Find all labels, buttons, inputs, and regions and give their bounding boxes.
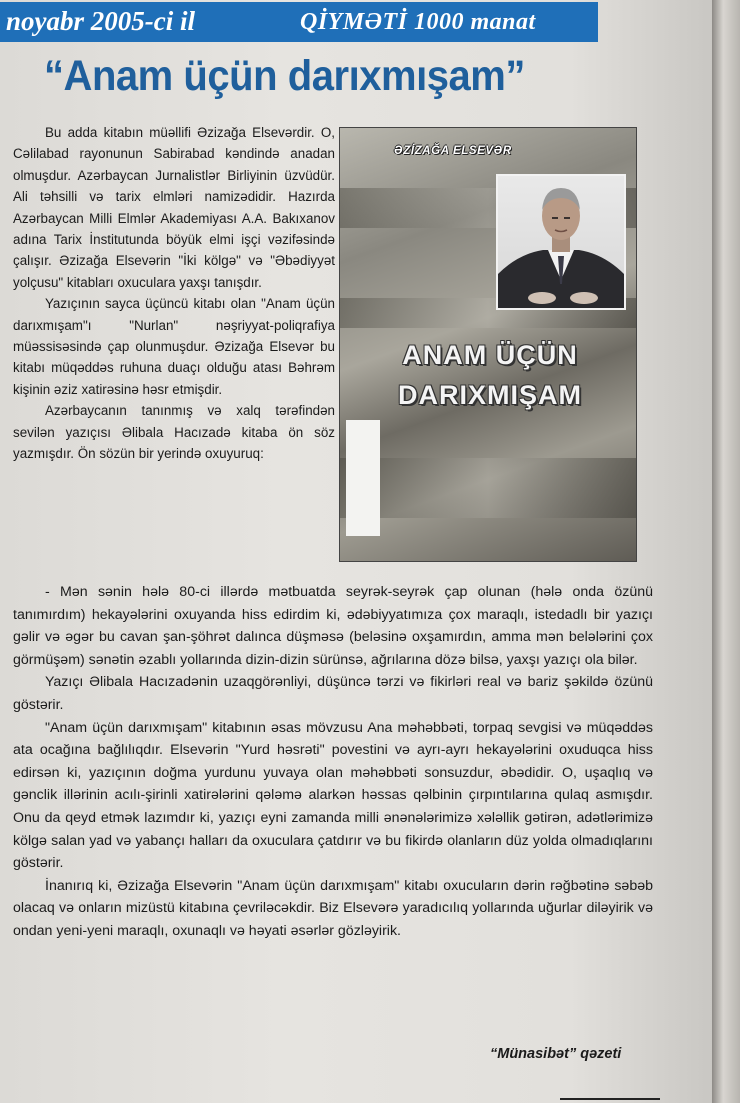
paragraph: Yazıçı Əlibala Hacızadənin uzaqgörənliyi, düşüncə tərzi və fikirləri real və bariz şəkildə özünü göstərir. [13,674,653,713]
source-signature: “Münasibət” qəzeti [490,1046,622,1062]
paragraph: - Mən sənin hələ 80-ci illərdə mətbuatda seyrək-seyrək çap olunan (hələ onda özünü tanımırdım) hekayələrini oxuyanda hiss edirdim ki, ədəbiyyatımıza çox maraqlı, istedadlı bir yazıçı gəlir və əgər bu cavan şan-şöhrət dalınca düşməsə (beləsinə oxşamırdın, amma mən belələrini çox görmüşəm) sənətin əzablı yollarında dizin-dizin sürünsə, ağrılarına dözə bilsə, yaxşı yazıçı ola bilər. [13,584,653,668]
header-date: noyabr 2005-ci il [6,6,195,36]
header-price: QİYMƏTİ 1000 manat [300,9,536,35]
paragraph: İnanırıq ki, Əzizağa Elsevərin "Anam üçün darıxmışam" kitabı oxucuların dərin rəğbətinə səbəb olacaq və onların mizüstü kitabına çevriləcəkdir. Biz Elsevərə yaradıcılıq yollarında uğurlar diləyirik və ondan yeni-yeni maraqlı, oxunaqlı və həyati əsərlər gözləyirik. [13,877,653,939]
paragraph: Yazıçının sayca üçüncü kitabı olan "Anam üçün darıxmışam"ı "Nurlan" nəşriyyat-poliqrafiya müəssisəsində çap olunmuşdur. Əzizağa Elsevər bu kitabı müqəddəs ruhuna duaçı olduğu atası Bəhrəm kişinin əziz xatirəsinə həsr etmişdir. [13,296,335,397]
article-body-wide [13,581,653,943]
cover-title-line-2: DARIXMIŞAM [398,380,582,410]
cover-white-panel [346,420,380,536]
article-headline: “Anam üçün darıxmışam” [44,52,525,100]
cover-texture [340,458,636,518]
paragraph: "Anam üçün darıxmışam" kitabının əsas mövzusu Ana məhəbbəti, torpaq sevgisi və müqəddəs ata ocağına bağlılıqdır. Elsevərin "Yurd həsrəti" povestini və ayrı-ayrı hekayələrini oxuduqca hiss edirsən ki, yazıçının doğma yurdunu yuvaya olan məhəbbəti sonsuzdur, əbədidir. O, uşaqlıq və gənclik illərinin acılı-şirinli xatirələrini qələmə alarkən həssas qəlbinin çırpıntılarına qulaq asmışdır. Onu da qeyd etmək lazımdır ki, yazıçı eyni zamanda milli ənənələrimizə xələllik gətirən, adətlərimizə kölgə salan yad və yabançı halları da oxuculara çatdırır və bu fikirdə olanların düz yolda olmadıqlarını göstərir. [13,719,653,872]
article-body-narrow [13,122,335,465]
cover-author-name: ƏZİZAĞA ELSEVƏR [394,145,512,157]
page-fold-shadow [712,0,740,1103]
portrait-illustration [498,176,624,308]
paragraph: Bu adda kitabın müəllifi Əzizağa Elsevərdir. O, Cəlilabad rayonunun Sabirabad kəndində anadan olmuşdur. Azərbaycan Jurnalistlər Birliyinin üzvüdür. Ali təhsilli və tarix elmləri namizədidir. Hazırda Azərbaycan Milli Elmlər Akademiyası A.A. Bakıxanov adına Tarix İnstitutunda böyük elmi işçi vəzifəsində çalışır. Əzizağa Elsevərin "İki kölgə" və "Əbədiyyət yolçusu" kitabları oxuculara yaxşı tanışdır. [13,125,335,290]
divider [560,1098,660,1100]
book-cover-image [339,127,637,562]
author-portrait [496,174,626,310]
header-bar [0,2,598,42]
paragraph: Azərbaycanın tanınmış və xalq tərəfindən sevilən yazıçısı Əlibala Hacızadə kitaba ön söz yazmışdır. Ön sözün bir yerində oxuyuruq: [13,403,335,462]
cover-title-line-1: ANAM ÜÇÜN [402,340,578,370]
